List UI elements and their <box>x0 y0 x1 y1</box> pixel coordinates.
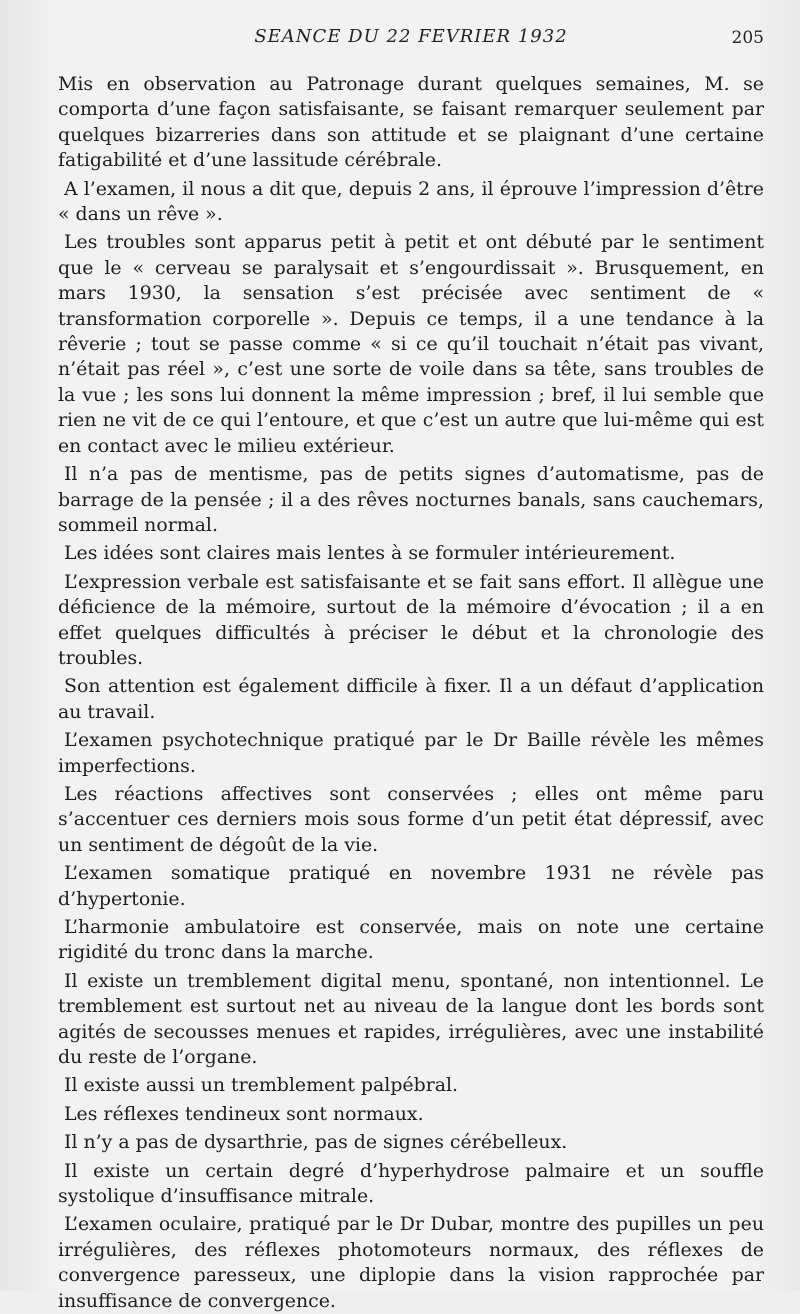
paragraph-17: L’examen oculaire, pratiqué par le Dr Dubar, montre des pupilles un peu irrégulières, des réflexes photomoteurs normaux, des réflexes de convergence paresseux, une diplopie dans la vision rapprochée par insuffisance de convergence. <box>58 1213 764 1312</box>
paragraph-12: Il existe un tremblement digital menu, spontané, non intentionnel. Le tremblement est surtout net au niveau de la langue dont les bords sont agités de secousses menues et rapides, irrégulières, avec une instabilité du reste de l’organe. <box>58 969 764 1069</box>
paragraph-11: L’harmonie ambulatoire est conservée, mais on note une certaine rigidité du tronc dans la marche. <box>58 916 764 964</box>
paragraph-10: L’examen somatique pratiqué en novembre 1931 ne révèle pas d’hypertonie. <box>58 862 764 910</box>
page-body <box>58 72 764 1314</box>
paragraph-4: Il n’a pas de mentisme, pas de petits signes d’automatisme, pas de barrage de la pensée ; il a des rêves nocturnes banals, sans cauchemars, sommeil normal. <box>58 463 764 536</box>
page-number: 205 <box>731 28 764 48</box>
paragraph-14: Les réflexes tendineux sont normaux. <box>64 1102 424 1125</box>
paragraph-15: Il n’y a pas de dysarthrie, pas de signes cérébelleux. <box>64 1131 568 1154</box>
paragraph-9: Les réactions affectives sont conservées ; elles ont même paru s’accentuer ces derniers mois sous forme d’un petit état dépressif, avec un sentiment de dégoût de la vie. <box>58 782 764 856</box>
paragraph-3: Les troubles sont apparus petit à petit et ont débuté par le sentiment que le « cerveau se paralysait et s’engourdissait ». Brusquement, en mars 1930, la sensation s’est précisée avec sentiment de « transformation corporelle ». Depuis ce temps, il a une tendance à la rêverie ; tout se passe comme « si ce qu’il touchait n’était pas vivant, n’était pas réel », c’est une sorte de voile dans sa tête, sans troubles de la vue ; les sons lui donnent la même impression ; bref, il lui semble que rien ne vit de ce qui l’entoure, et que c’est un autre que lui-même qui est en contact avec le milieu extérieur. <box>58 231 764 457</box>
paragraph-2: A l’examen, il nous a dit que, depuis 2 ans, il éprouve l’impression d’être « dans un rêve ». <box>58 177 764 226</box>
paragraph-16: Il existe un certain degré d’hyperhydrose palmaire et un souffle systolique d’insuffisance mitrale. <box>58 1159 764 1208</box>
page-header <box>58 26 764 60</box>
paragraph-13: Il existe aussi un tremblement palpébral. <box>64 1074 459 1097</box>
running-title: SEANCE DU 22 FEVRIER 1932 <box>254 26 568 47</box>
paragraph-7: Son attention est également difficile à fixer. Il a un défaut d’application au travail. <box>58 675 764 723</box>
paragraph-8: L’examen psychotechnique pratiqué par le Dr Baille révèle les mêmes imperfections. <box>58 729 764 777</box>
paragraph-5: Les idées sont claires mais lentes à se formuler intérieurement. <box>64 542 676 565</box>
paragraph-1: Mis en observation au Patronage durant quelques semaines, M. se comporta d’une façon satisfaisante, se faisant remarquer seulement par quelques bizarreries dans son attitude et se plaignant d’une certaine fatigabilité et d’une lassitude cérébrale. <box>58 73 764 172</box>
paragraph-6: L’expression verbale est satisfaisante et se fait sans effort. Il allègue une déficience de la mémoire, surtout de la mémoire d’évocation ; il a en effet quelques difficultés à préciser le début et la chronologie des troubles. <box>58 570 764 669</box>
